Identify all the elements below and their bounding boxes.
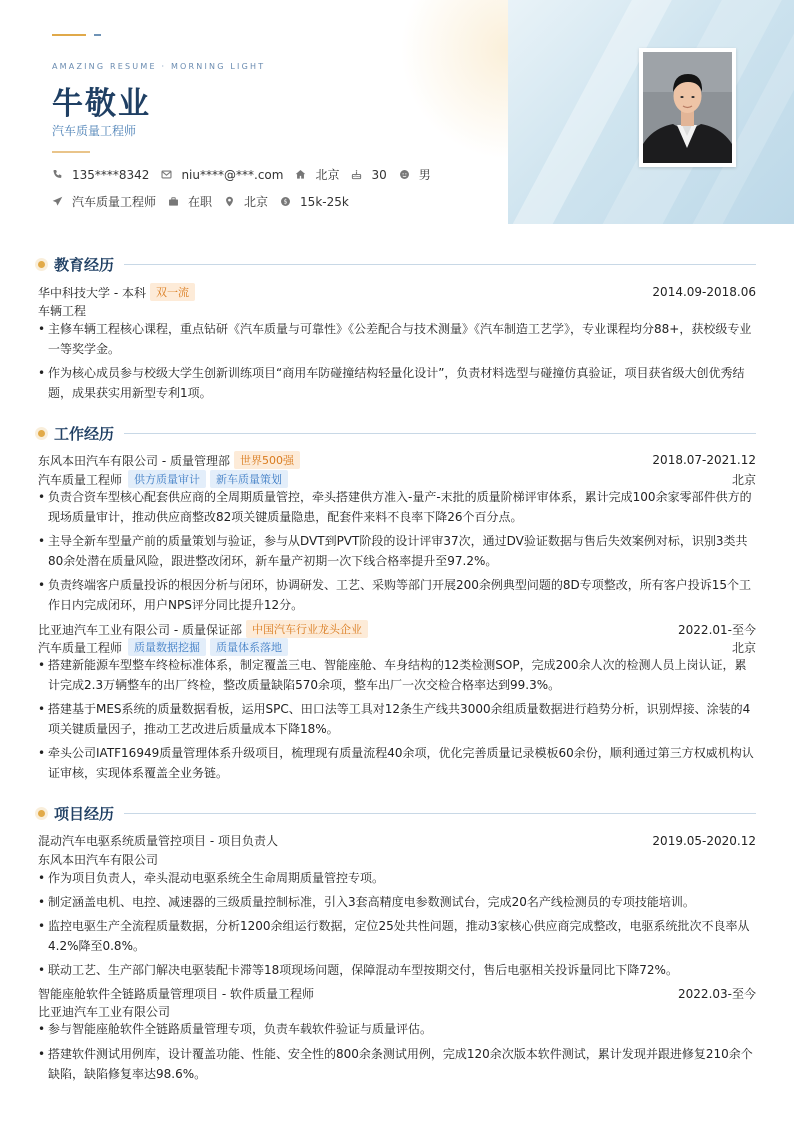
job-intent-row [52, 193, 361, 210]
work-bullet: • 牵头公司IATF16949质量管理体系升级项目，梳理现有质量流程40余项，优化完善质量记录模板60余份，顺利通过第三方权威机构认证审核，实现体系覆盖全业务链。 [38, 743, 756, 783]
work-city: 北京 [731, 640, 756, 655]
work-bullet: • 主导全新车型量产前的质量策划与验证，参与从DVT到PVT阶段的设计评审37次，通过DV验证数据与售后失效案例对标，识别3类共80余处潜在质量风险，跟进整改闭环，新车量产初期一次下线合格率提升至97.2%。 [38, 531, 756, 571]
role-tag: 质量数据挖掘 [128, 638, 206, 656]
education-entry-header [38, 283, 756, 301]
work-entry-header [38, 451, 756, 469]
project-company-line [38, 851, 756, 868]
section-divider [124, 264, 756, 265]
work-title: 工作经历 [54, 425, 115, 443]
home-item [295, 166, 339, 183]
candidate-title: 汽车质量工程师 [52, 124, 137, 138]
project-bullet: • 作为项目负责人，牵头混动电驱系统全生命周期质量管控专项。 [38, 868, 756, 888]
cake-icon [351, 169, 362, 180]
money-icon [280, 196, 291, 207]
resume-tagline: AMAZING RESUME · MORNING LIGHT [52, 62, 266, 71]
email-item [161, 168, 283, 182]
section-dot [38, 430, 45, 437]
work-bullet: • 负责终端客户质量投诉的根因分析与闭环，协调研发、工艺、采购等部门开展200余例典型问题的8D专项整改，所有客户投诉15个工作日内完成闭环，用户NPS评分同比提升12分。 [38, 575, 756, 615]
school-tag: 双一流 [150, 283, 195, 301]
role-tag: 供方质量审计 [128, 470, 206, 488]
target-position-item [52, 193, 156, 210]
major: 车辆工程 [38, 304, 87, 318]
phone-icon [52, 169, 63, 180]
education-section-header [38, 254, 756, 275]
company-name: 东风本田汽车有限公司 - 质量管理部 [38, 453, 230, 468]
phone-text: 135****8342 [72, 167, 150, 182]
education-title: 教育经历 [54, 256, 115, 274]
work-entry-header [38, 620, 756, 638]
work-bullet: • 负责合资车型核心配套供应商的全周期质量管控，牵头搭建供方准入-量产-末批的质量阶梯评审体系，累计完成100余家零部件供方的现场质量审计，推动供应商整改82项关键质量隐患，配套件来料不良率下降26个百分点。 [38, 487, 756, 527]
name-underline [52, 151, 90, 153]
project-title: 项目经历 [54, 805, 115, 823]
profile-photo-frame [639, 48, 736, 167]
role: 汽车质量工程师 [38, 472, 123, 487]
job-status-text: 在职 [188, 195, 213, 209]
target-city-text: 北京 [244, 195, 269, 209]
section-divider [124, 813, 756, 814]
home-icon [295, 169, 306, 180]
project-date: 2022.03-至今 [678, 987, 756, 1001]
school-name: 华中科技大学 - 本科 [38, 285, 146, 300]
person-icon [399, 169, 410, 180]
role-tag: 新车质量策划 [210, 470, 288, 488]
work-bullet: • 搭建新能源车型整车终检标准体系，制定覆盖三电、智能座舱、车身结构的12类检测SOP，完成200余人次的检测人员上岗认证，累计完成2.3万辆整车的出厂终检，整改质量缺陷570余项，整车出厂一次交检合格率达到99.3%。 [38, 655, 756, 695]
home-text: 北京 [315, 168, 340, 182]
education-bullet: • 主修车辆工程核心课程，重点钻研《汽车质量与可靠性》《公差配合与技术测量》《汽车制造工艺学》，专业课程均分88+，获校级专业一等奖学金。 [38, 319, 756, 359]
contact-row [52, 166, 443, 183]
age-item [351, 168, 386, 182]
education-bullet: • 作为核心成员参与校级大学生创新训练项目“商用车防碰撞结构轻量化设计”，负责材料选型与碰撞仿真验证，项目获省级大创优秀结题，成果获实用新型专利1项。 [38, 363, 756, 403]
location-pin-icon [224, 196, 235, 207]
project-date: 2019.05-2020.12 [652, 833, 756, 848]
company-tag: 中国汽车行业龙头企业 [246, 620, 368, 638]
phone-item [52, 168, 149, 182]
target-city-item [224, 193, 268, 210]
target-position-text: 汽车质量工程师 [72, 195, 157, 209]
project-name: 智能座舱软件全链路质量管理项目 - 软件质量工程师 [38, 987, 314, 1001]
role: 汽车质量工程师 [38, 640, 123, 655]
work-role-line [38, 470, 756, 488]
salary-item [280, 195, 349, 209]
project-bullet: • 联动工艺、生产部门解决电驱装配卡滞等18项现场问题，保障混动车型按期交付，售后电驱相关投诉量同比下降72%。 [38, 960, 756, 980]
company-name: 比亚迪汽车工业有限公司 - 质量保证部 [38, 622, 242, 637]
section-divider [124, 433, 756, 434]
work-role-line [38, 638, 756, 656]
gender-item [399, 166, 431, 183]
project-entry-header [38, 832, 756, 849]
section-dot [38, 261, 45, 268]
project-bullet: • 监控电驱生产全流程质量数据，分析1200余组运行数据，定位25处共性问题，推动3家核心供应商完成整改，电驱系统批次不良率从4.2%降至0.8%。 [38, 916, 756, 956]
gender-text: 男 [418, 168, 431, 182]
education-major-line [38, 302, 756, 319]
work-city: 北京 [731, 472, 756, 487]
project-bullet: • 制定涵盖电机、电控、减速器的三级质量控制标准，引入3套高精度电参数测试台，完成20名产线检测员的专项技能培训。 [38, 892, 756, 912]
profile-photo [643, 52, 732, 163]
project-bullet: • 参与智能座舱软件全链路质量管理专项，负责车载软件验证与质量评估。 [38, 1019, 756, 1039]
work-date: 2018.07-2021.12 [652, 453, 756, 467]
project-name: 混动汽车电驱系统质量管控项目 - 项目负责人 [38, 834, 278, 848]
education-date: 2014.09-2018.06 [652, 285, 756, 299]
age-text: 30 [371, 167, 387, 182]
project-section-header [38, 803, 756, 824]
project-company: 比亚迪汽车工业有限公司 [38, 1005, 171, 1019]
company-tag: 世界500强 [234, 451, 300, 469]
project-entry-header [38, 985, 756, 1002]
project-company: 东风本田汽车有限公司 [38, 853, 159, 867]
briefcase-icon [168, 196, 179, 207]
candidate-name: 牛敬业 [52, 86, 151, 122]
salary-text: 15k-25k [300, 194, 349, 209]
work-bullet: • 搭建基于MES系统的质量数据看板，运用SPC、田口法等工具对12条生产线共3000余组质量数据进行趋势分析，识别焊接、涂装的4项关键质量因子，推动工艺改进后质量成本下降18%。 [38, 699, 756, 739]
email-text: niu****@***.com [181, 167, 284, 182]
project-company-line [38, 1003, 756, 1020]
svg-text:$: $ [283, 198, 288, 206]
job-status-item [168, 193, 212, 210]
role-tag: 质量体系落地 [210, 638, 288, 656]
section-dot [38, 810, 45, 817]
work-date: 2022.01-至今 [678, 622, 756, 637]
work-section-header [38, 423, 756, 444]
send-icon [52, 196, 63, 207]
project-bullet: • 搭建软件测试用例库，设计覆盖功能、性能、安全性的800余条测试用例，完成120余次版本软件测试，累计发现并跟进修复210余个缺陷，缺陷修复率达98.6%。 [38, 1044, 756, 1084]
mail-icon [161, 169, 172, 180]
